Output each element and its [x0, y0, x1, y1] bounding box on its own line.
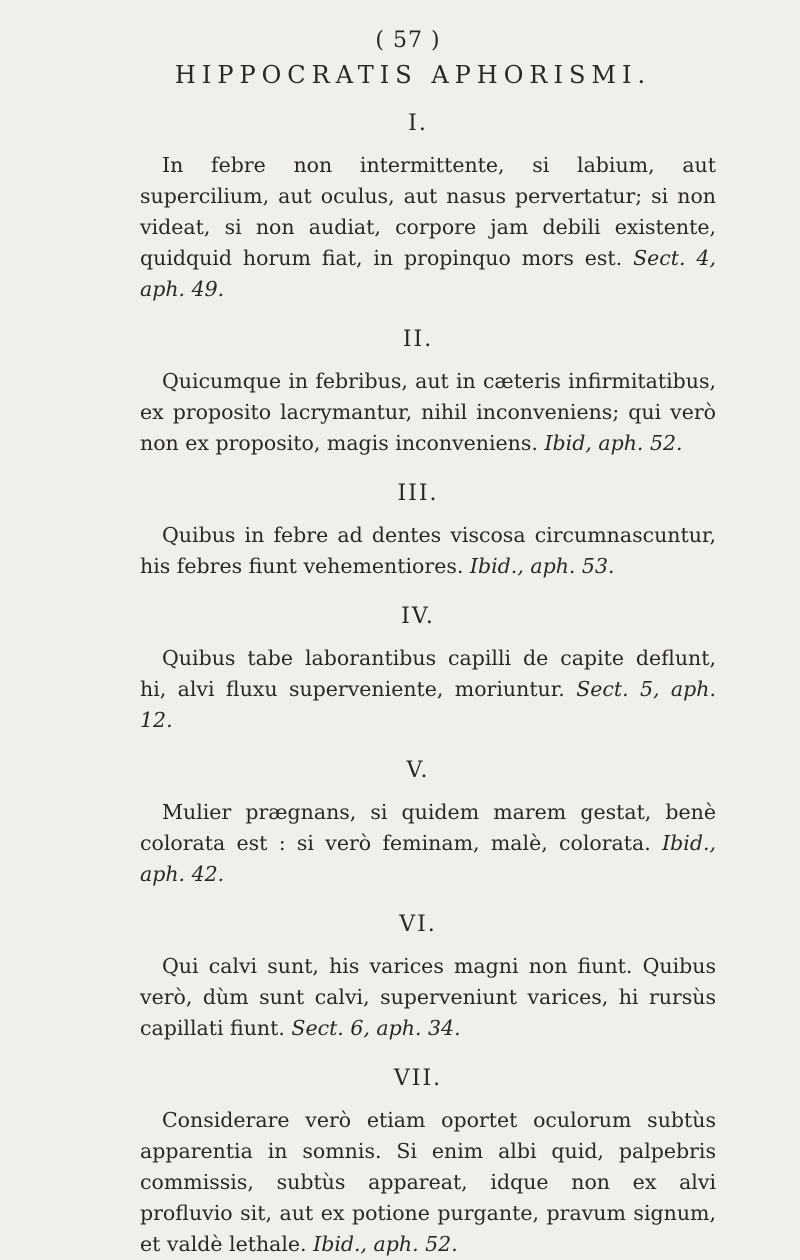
- aphorism-number: VII.: [393, 1066, 443, 1091]
- aphorism: [140, 111, 716, 305]
- aphorism-text-block: [140, 520, 716, 582]
- aphorism: [140, 1066, 716, 1260]
- aphorism-text: Quibus in febre ad dentes viscosa circumnascuntur, his febres fiunt vehementiores.: [140, 523, 716, 578]
- aphorism: [140, 758, 716, 890]
- aphorism-reference: Sect. 4, aph. 49.: [140, 246, 716, 301]
- aphorism: [140, 912, 716, 1044]
- aphorism-number: I.: [408, 111, 428, 136]
- aphorism-number: VI.: [399, 912, 437, 937]
- aphorism-text-block: [140, 797, 716, 890]
- running-title: HIPPOCRATIS APHORISMI.: [174, 61, 652, 89]
- aphorism-text-block: [140, 1105, 716, 1260]
- aphorism-number: V.: [406, 758, 430, 783]
- aphorism-reference: Ibid., aph. 53.: [469, 554, 615, 578]
- aphorism-text: Qui calvi sunt, his varices magni non fiunt. Quibus verò, dùm sunt calvi, superveniunt varices, hi rursùs capillati fiunt.: [140, 954, 716, 1040]
- aphorism-text: In febre non intermittente, si labium, aut supercilium, aut oculus, aut nasus pervertatur; si non videat, si non audiat, corpore jam debili existente, quidquid horum fiat, in propinquo mors est.: [140, 153, 716, 270]
- aphorism-text: Considerare verò etiam oportet oculorum subtùs apparentia in somnis. Si enim albi quid, palpebris commissis, subtùs appareat, idque non ex alvi profluvio sit, aut ex potione purgante, pravum signum, et valdè lethale.: [140, 1108, 716, 1256]
- aphorism-reference: Ibid., aph. 42.: [140, 831, 716, 886]
- aphorism-reference: Sect. 5, aph. 12.: [140, 677, 716, 732]
- aphorism-number: III.: [397, 481, 439, 506]
- aphorism-reference: Ibid., aph. 52.: [313, 1232, 458, 1256]
- aphorism-text: Mulier prægnans, si quidem marem gestat, benè colorata est : si verò feminam, malè, colorata.: [140, 800, 716, 855]
- aphorism-text-block: [140, 366, 716, 459]
- aphorism-reference: Ibid, aph. 52.: [544, 431, 683, 455]
- aphorism-number: IV.: [401, 604, 435, 629]
- aphorism-list: [140, 111, 716, 1260]
- aphorism-text-block: [140, 150, 716, 305]
- aphorism: [140, 481, 716, 582]
- aphorism-text: Quibus tabe laborantibus capilli de capite deflunt, hi, alvi fluxu superveniente, moriuntur.: [140, 646, 716, 701]
- aphorism-number: II.: [402, 327, 434, 352]
- aphorism-text-block: [140, 643, 716, 736]
- aphorism: [140, 604, 716, 736]
- aphorism: [140, 327, 716, 459]
- aphorism-text: Quicumque in febribus, aut in cæteris infirmitatibus, ex proposito lacrymantur, nihil inconveniens; qui verò non ex proposito, magis inconveniens.: [140, 369, 716, 455]
- page-number: ( 57 ): [375, 28, 441, 53]
- aphorism-reference: Sect. 6, aph. 34.: [291, 1016, 461, 1040]
- aphorism-text-block: [140, 951, 716, 1044]
